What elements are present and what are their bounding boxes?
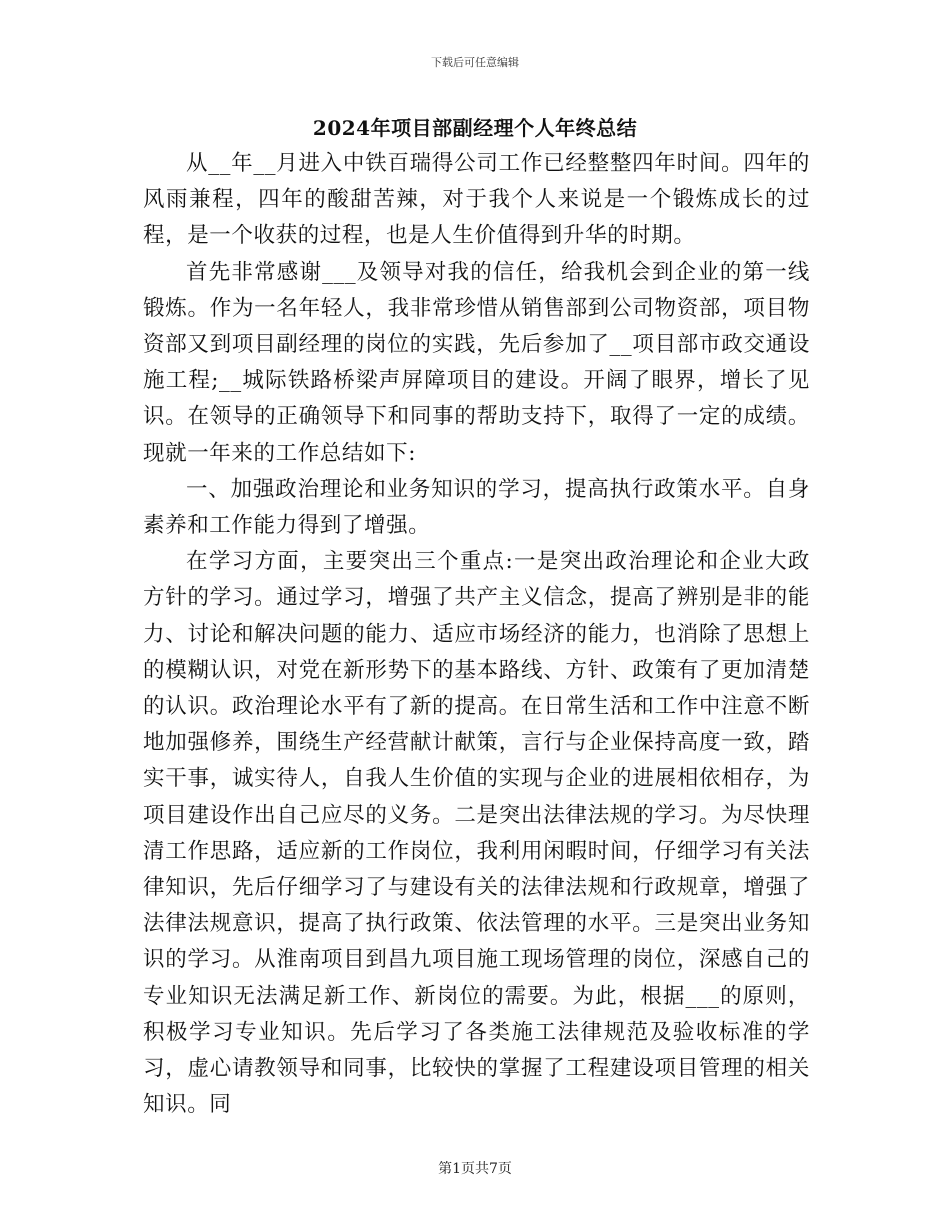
paragraph-3: 一、加强政治理论和业务知识的学习，提高执行政策水平。自身素养和工作能力得到了增强。 — [143, 476, 810, 539]
paragraph-1: 从__年__月进入中铁百瑞得公司工作已经整整四年时间。四年的风雨兼程，四年的酸甜苦辣，对于我个人来说是一个锻炼成长的过程，是一个收获的过程，也是人生价值得到升华的时期。 — [143, 151, 810, 249]
header-note: 下载后可任意编辑 — [431, 56, 519, 69]
paragraph-2: 首先非常感谢___及领导对我的信任，给我机会到企业的第一线锻炼。作为一名年轻人，我非常珍惜从销售部到公司物资部，项目物资部又到项目副经理的岗位的实践，先后参加了__项目部市政交通设施工程;__城际铁路桥梁声屏障项目的建设。开阔了眼界，增长了见识。在领导的正确领导下和同事的帮助支持下，取得了一定的成绩。现就一年来的工作总结如下: — [143, 259, 810, 466]
paragraph-4: 在学习方面，主要突出三个重点:一是突出政治理论和企业大政方针的学习。通过学习，增强了共产主义信念，提高了辨别是非的能力、讨论和解决问题的能力、适应市场经济的能力，也消除了思想上的模糊认识，对党在新形势下的基本路线、方针、政策有了更加清楚的认识。政治理论水平有了新的提高。在日常生活和工作中注意不断地加强修养，围绕生产经营献计献策，言行与企业保持高度一致，踏实干事，诚实待人，自我人生价值的实现与企业的进展相依相存，为项目建设作出自己应尽的义务。二是突出法律法规的学习。为尽快理清工作思路，适应新的工作岗位，我利用闲暇时间，仔细学习有关法律知识，先后仔细学习了与建设有关的法律法规和行政规章，增强了法律法规意识，提高了执行政策、依法管理的水平。三是突出业务知识的学习。从淮南项目到昌九项目施工现场管理的岗位，深感自己的专业知识无法满足新工作、新岗位的需要。为此，根据___的原则，积极学习专业知识。先后学习了各类施工法律规范及验收标准的学习，虚心请教领导和同事，比较快的掌握了工程建设项目管理的相关知识。同 — [143, 549, 810, 1118]
document-title: 2024年项目部副经理个人年终总结 — [312, 116, 638, 140]
page-footer: 第1页共7页 — [438, 1161, 512, 1177]
document-body — [143, 146, 810, 1123]
